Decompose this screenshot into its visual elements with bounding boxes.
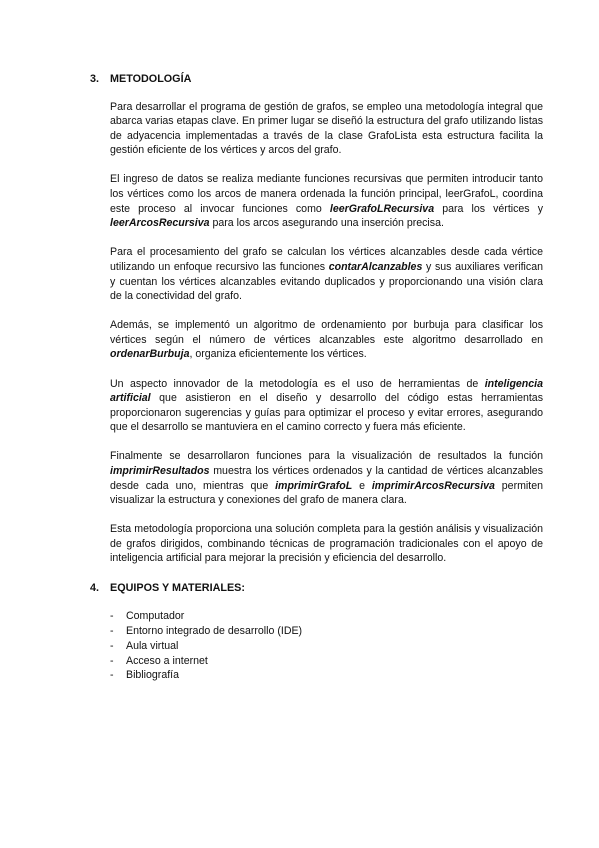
code-identifier: contarAlcanzables — [328, 260, 423, 273]
text-run: permiten visualizar la estructura y conexiones del grafo de manera clara. — [110, 479, 544, 507]
text-run: Esta metodología proporciona una solución completa para la gestión análisis y visualización de grafos dirigidos, combinando técnicas de programación tradicionales con el apoyo de inteligencia artificial para mejorar la precisión y eficiencia del desarrollo. — [110, 523, 543, 565]
text-run: Para el procesamiento del grafo se calculan los vértices alcanzables desde cada vértice utilizando un enfoque recursivo las funciones — [110, 246, 543, 273]
materials-list — [110, 609, 543, 683]
list-item — [110, 609, 543, 624]
paragraph — [110, 245, 543, 303]
code-identifier: leerArcosRecursiva — [110, 217, 210, 230]
section-number: 3. — [90, 73, 100, 85]
text-run: Un aspecto innovador de la metodología es el uso de herramientas de — [110, 377, 485, 390]
section-heading-methodology — [90, 72, 543, 87]
list-item-text: Bibliografía — [126, 669, 179, 682]
text-run: Además, se implementó un algoritmo de ordenamiento por burbuja para clasificar los vértices según el número de vértices alcanzables este algoritmo desarrollado en — [110, 319, 543, 346]
section-heading-materials — [90, 581, 543, 596]
code-identifier: leerGrafoLRecursiva — [329, 202, 435, 215]
paragraph — [110, 318, 543, 362]
text-run: e — [352, 479, 372, 492]
list-item — [110, 639, 543, 654]
paragraph — [110, 100, 543, 158]
code-identifier: inteligencia artificial — [110, 377, 543, 405]
list-item-text: Computador — [126, 610, 185, 623]
list-item — [110, 668, 543, 683]
text-run: y sus auxiliares verifican y cuentan los vértices alcanzables evitando duplicados y proporcionando una visión clara de la conectividad del grafo. — [110, 260, 543, 303]
list-item-text: Entorno integrado de desarrollo (IDE) — [126, 624, 303, 637]
text-run: que asistieron en el diseño y desarrollo del código estas herramientas proporcionaron sugerencias y guías para optimizar el proceso y evitar errores, asegurando que el desarrollo se mantuviera en el camino correcto y fuera más eficiente. — [110, 392, 543, 434]
paragraph — [110, 449, 543, 507]
list-item-text: Acceso a internet — [126, 654, 208, 667]
list-item-text: Aula virtual — [126, 639, 179, 652]
list-item — [110, 624, 543, 639]
list-bullet: - — [110, 610, 114, 623]
text-run: Para desarrollar el programa de gestión de grafos, se empleo una metodología integral que abarca varias etapas clave. En primer lugar se diseñó la estructura del grafo utilizando listas de adyacencia implementadas a través de la clase GrafoLista esta estructura facilita la gestión eficiente de los vértices y arcos del grafo. — [110, 100, 543, 157]
section-title: EQUIPOS Y MATERIALES: — [110, 581, 245, 594]
paragraph — [110, 522, 543, 566]
text-run: , organiza eficientemente los vértices. — [189, 348, 367, 361]
text-run: muestra los vértices ordenados y la cantidad de vértices alcanzables desde cada uno, mientras que — [110, 464, 543, 492]
text-run: para los vértices y — [434, 202, 543, 215]
list-bullet: - — [110, 624, 114, 637]
code-identifier: imprimirArcosRecursiva — [371, 479, 495, 492]
paragraph — [110, 377, 543, 435]
paragraph — [110, 172, 543, 230]
code-identifier: imprimirResultados — [110, 464, 210, 477]
text-run: para los arcos asegurando una inserción precisa. — [209, 217, 444, 230]
list-item — [110, 654, 543, 669]
methodology-body — [90, 100, 543, 566]
section-number: 4. — [90, 581, 100, 594]
text-run: El ingreso de datos se realiza mediante funciones recursivas que permiten introducir tanto los vértices como los arcos de manera ordenada la función principal, leerGrafoL, coordina este proceso al invocar funciones como — [110, 173, 543, 215]
text-run: Finalmente se desarrollaron funciones para la visualización de resultados la función — [110, 450, 543, 463]
code-identifier: imprimirGrafoL — [275, 479, 353, 492]
section-title: METODOLOGÍA — [110, 73, 192, 85]
list-bullet: - — [110, 639, 114, 652]
list-bullet: - — [110, 654, 114, 667]
code-identifier: ordenarBurbuja — [110, 348, 190, 361]
list-bullet: - — [110, 669, 114, 682]
